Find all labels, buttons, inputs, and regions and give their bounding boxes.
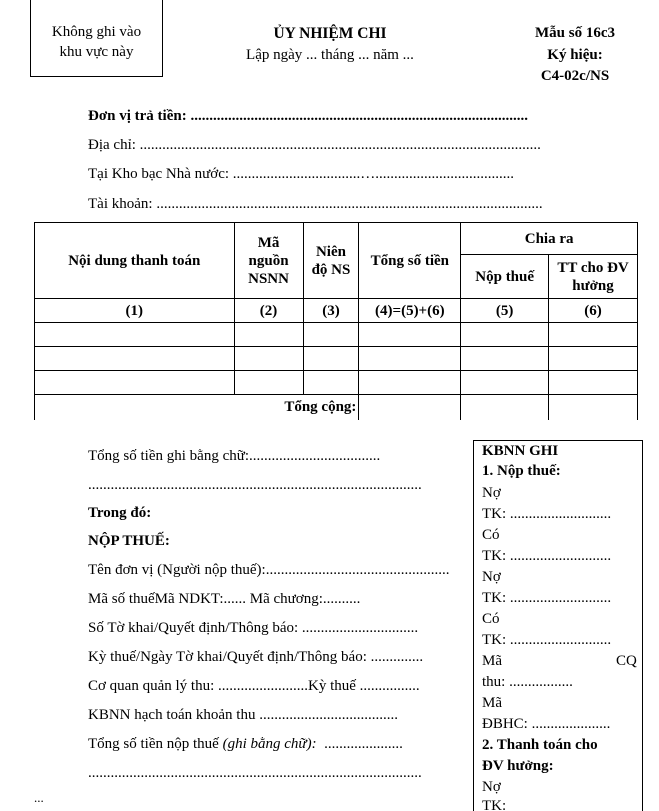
kbnn-title: KBNN GHI [482,443,559,459]
no-write-line-2: khu vực này [59,44,134,60]
col-header-beneficiary: TT cho ĐV hưởng [549,255,638,299]
kbnn-account-2[interactable]: TK: ........................... [482,548,612,564]
no-write-box [30,22,163,77]
symbol-code: C4-02c/NS [540,68,610,84]
of-which-label: Trong đó: [88,505,152,521]
kbnn-revenue-field[interactable]: thu: ................. [482,674,573,690]
kbnn-account-5[interactable]: TK: [482,798,507,811]
stamp-right-border [162,0,163,22]
bottom-mark: ... [34,790,44,805]
kbnn-dbhc-field[interactable]: ĐBHC: ..................... [482,716,611,732]
index-cell: (3) [303,299,359,323]
taxpayer-name-field[interactable]: Tên đơn vị (Người nộp thuế):................................................. [88,562,450,578]
col-header-tax: Nộp thuế [461,255,549,299]
tax-code-field[interactable]: Mã số thuếMã NDKT:...... Mã chương:.......... [88,591,361,607]
kbnn-debit-3: Nợ [482,779,501,795]
amount-in-words-field[interactable]: Tổng số tiền ghi bằng chữ:................................... [88,448,381,464]
declaration-number-field[interactable]: Số Tờ khai/Quyết định/Thông báo: ............................... [88,620,419,636]
payer-unit-field[interactable]: Đơn vị trả tiền: .......................................................................................... [88,108,528,124]
symbol-label: Ký hiệu: [547,47,603,63]
col-header-content: Nội dung thanh toán [35,223,235,299]
form-number: Mẫu số 16c3 [535,25,615,41]
address-field[interactable]: Địa chỉ: ........................................................................................................... [88,137,541,153]
tax-period-field[interactable]: Kỳ thuế/Ngày Tờ khai/Quyết định/Thông báo: .............. [88,649,424,665]
index-cell: (5) [461,299,549,323]
col-header-total: Tổng số tiền [359,223,461,299]
kbnn-section-beneficiary-2: ĐV hưởng: [482,758,554,774]
index-cell: (4)=(5)+(6) [359,299,461,323]
kbnn-section-tax: 1. Nộp thuế: [482,463,561,479]
tax-amount-in-words-line2[interactable]: ......................................................................................... [88,765,422,781]
kbnn-code-label-2: Mã [482,695,502,711]
kbnn-credit-1: Có [482,527,500,543]
collecting-agency-field[interactable]: Cơ quan quản lý thu: ........................Kỳ thuế ................ [88,678,420,694]
col-header-year: Niên độ NS [303,223,359,299]
index-row [35,299,638,323]
index-cell: (1) [35,299,235,323]
kbnn-account-3[interactable]: TK: ........................... [482,590,612,606]
table-row[interactable] [35,347,638,371]
account-field[interactable]: Tài khoản: ....................................................................................................... [88,196,543,212]
kbnn-revenue-account-field[interactable]: KBNN hạch toán khoản thu ..................................... [88,707,398,723]
col-header-source: Mã nguồn NSNN [234,223,303,299]
no-write-line-1: Không ghi vào [51,24,142,40]
document-title: ỦY NHIỆM CHI [273,25,387,42]
payment-table [34,222,638,420]
treasury-field[interactable]: Tại Kho bạc Nhà nước: ..................................…..................................... [88,166,515,182]
date-line: Lập ngày ... tháng ... năm ... [246,47,414,63]
table-row[interactable] [35,371,638,395]
kbnn-account-1[interactable]: TK: ........................... [482,506,612,522]
tax-section-heading: NỘP THUẾ: [88,533,170,549]
kbnn-cq-label: CQ [616,653,637,669]
kbnn-credit-2: Có [482,611,500,627]
index-cell: (6) [549,299,638,323]
kbnn-section-beneficiary: 2. Thanh toán cho [482,737,598,753]
kbnn-agency-code-label: Mã [482,653,502,669]
table-row[interactable] [35,323,638,347]
stamp-left-border [30,0,31,22]
amount-in-words-line2[interactable]: ......................................................................................... [88,477,422,493]
kbnn-account-4[interactable]: TK: ........................... [482,632,612,648]
total-row [35,395,638,420]
tax-amount-in-words-field[interactable]: Tổng số tiền nộp thuế (ghi bằng chữ): ..................... [88,736,403,752]
total-label: Tổng cộng: [35,395,359,420]
kbnn-record-box [473,440,643,811]
kbnn-debit-2: Nợ [482,569,501,585]
kbnn-debit-1: Nợ [482,485,501,501]
index-cell: (2) [234,299,303,323]
col-header-split: Chia ra [461,223,638,255]
